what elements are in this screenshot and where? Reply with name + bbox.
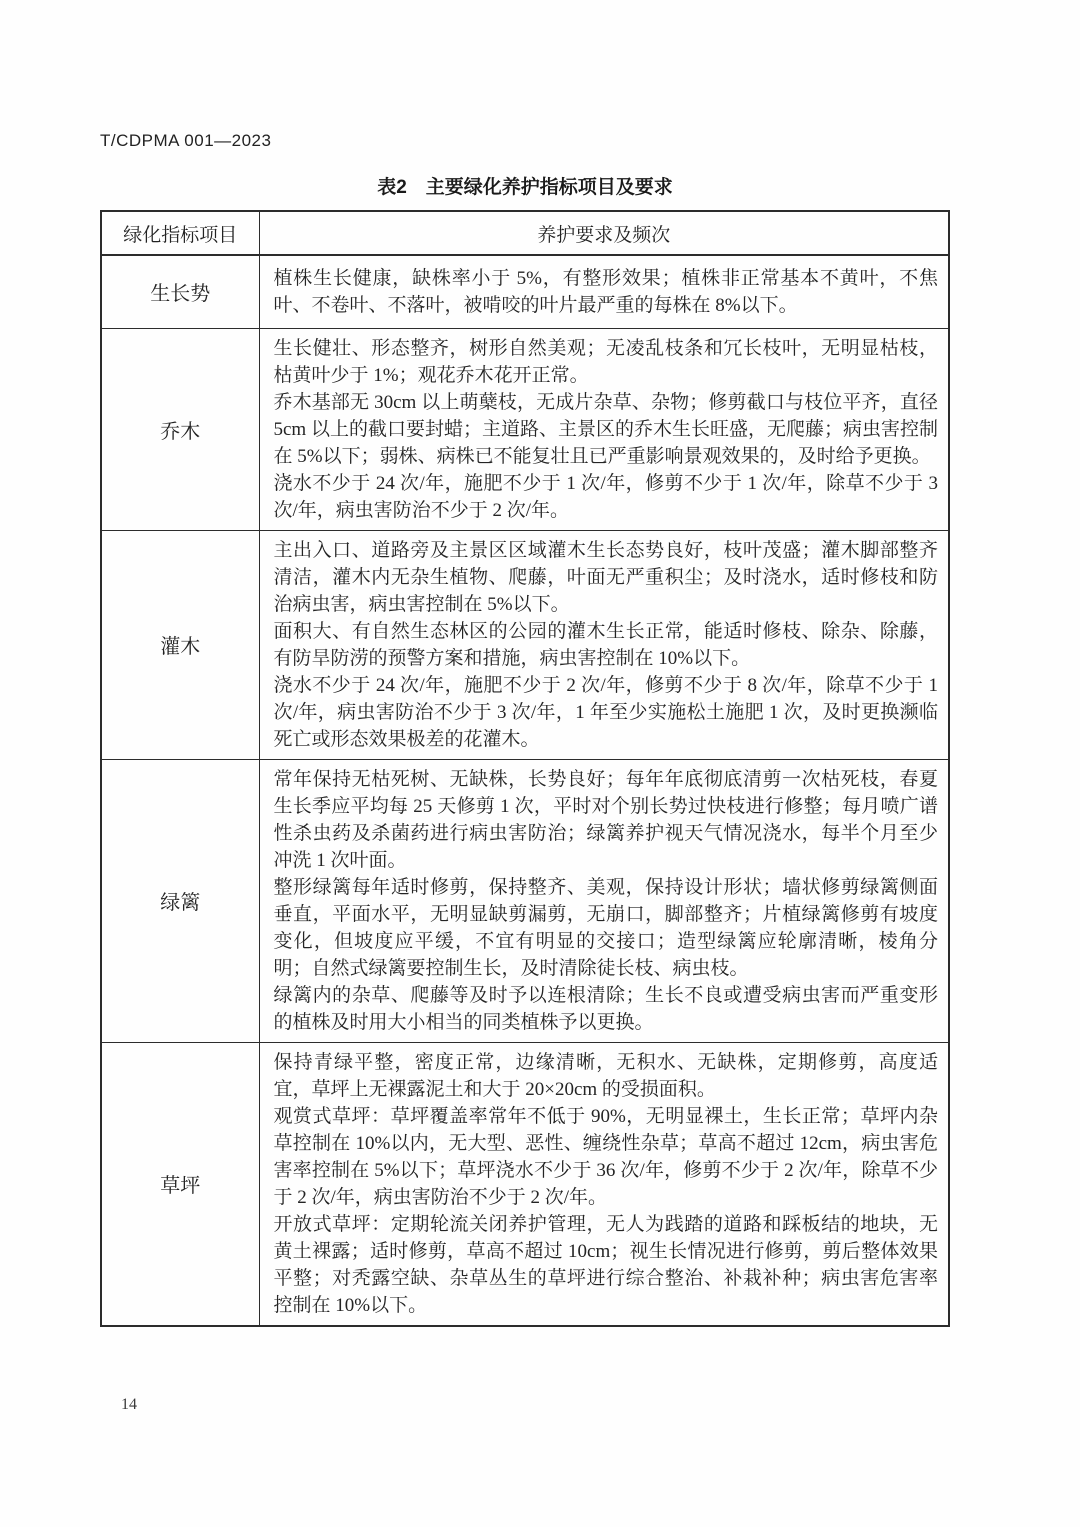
indicator-label: 生长势: [101, 255, 259, 328]
maintenance-spec-table: [100, 210, 950, 1327]
table-caption: 表2 主要绿化养护指标项目及要求: [377, 177, 673, 198]
indicator-label: 绿篱: [101, 759, 259, 1042]
requirement-paragraph: 乔木基部无 30cm 以上萌蘖枝，无成片杂草、杂物；修剪截口与枝位平齐，直径 5cm 以上的截口要封蜡；主道路、主景区的乔木生长旺盛，无爬藤；病虫害控制在 5%以下；弱株、病株已不能复壮且已严重影响景观效果的，及时给予更换。: [273, 391, 938, 467]
table-row-hedges: [101, 759, 949, 1042]
requirement-paragraph: 浇水不少于 24 次/年，施肥不少于 2 次/年，修剪不少于 8 次/年，除草不少于 1 次/年，病虫害防治不少于 3 次/年，1 年至少实施松土施肥 1 次，及时更换濒临死亡或形态效果极差的花灌木。: [273, 674, 938, 750]
indicator-label: 灌木: [101, 530, 259, 759]
requirement-cell: [259, 1042, 949, 1326]
requirement-paragraph: 浇水不少于 24 次/年，施肥不少于 1 次/年，修剪不少于 1 次/年，除草不少于 3 次/年，病虫害防治不少于 2 次/年。: [273, 472, 938, 521]
requirement-paragraph: 观赏式草坪：草坪覆盖率常年不低于 90%，无明显裸土，生长正常；草坪内杂草控制在 10%以内，无大型、恶性、缠绕性杂草；草高不超过 12cm，病虫害危害率控制在 5%以下；草坪浇水不少于 36 次/年，修剪不少于 2 次/年，除草不少于 2 次/年，病虫害防治不少于 2 次/年。: [273, 1105, 938, 1208]
table-row-lawn: [101, 1042, 949, 1326]
table-row-growth-vigor: [101, 255, 949, 328]
header-requirement: 养护要求及频次: [259, 211, 949, 255]
table-row-shrubs: [101, 530, 949, 759]
requirement-paragraph: 植株生长健康，缺株率小于 5%，有整形效果；植株非正常基本不黄叶，不焦叶、不卷叶、不落叶，被啃咬的叶片最严重的每株在 8%以下。: [273, 267, 938, 316]
header-indicator-item: 绿化指标项目: [101, 211, 259, 255]
requirement-paragraph: 常年保持无枯死树、无缺株，长势良好；每年年底彻底清剪一次枯死枝，春夏生长季应平均每 25 天修剪 1 次，平时对个别长势过快枝进行修整；每月喷广谱性杀虫药及杀菌药进行病虫害防治；绿篱养护视天气情况浇水，每半个月至少冲洗 1 次叶面。: [273, 768, 938, 871]
requirement-paragraph: 面积大、有自然生态林区的公园的灌木生长正常，能适时修枝、除杂、除藤，有防旱防涝的预警方案和措施，病虫害控制在 10%以下。: [273, 620, 938, 669]
requirement-paragraph: 绿篱内的杂草、爬藤等及时予以连根清除；生长不良或遭受病虫害而严重变形的植株及时用大小相当的同类植株予以更换。: [273, 984, 938, 1033]
requirement-cell: [259, 255, 949, 328]
requirement-paragraph: 生长健壮、形态整齐，树形自然美观；无凌乱枝条和冗长枝叶，无明显枯枝，枯黄叶少于 1%；观花乔木花开正常。: [273, 337, 938, 386]
requirement-cell: [259, 759, 949, 1042]
requirement-paragraph: 主出入口、道路旁及主景区区域灌木生长态势良好，枝叶茂盛；灌木脚部整齐清洁，灌木内无杂生植物、爬藤，叶面无严重积尘；及时浇水，适时修枝和防治病虫害，病虫害控制在 5%以下。: [273, 539, 938, 615]
indicator-label: 草坪: [101, 1042, 259, 1326]
requirement-paragraph: 保持青绿平整，密度正常，边缘清晰，无积水、无缺株，定期修剪，高度适宜，草坪上无裸露泥土和大于 20×20cm 的受损面积。: [273, 1051, 938, 1100]
standard-number: T/CDPMA 001—2023: [100, 131, 272, 150]
requirement-cell: [259, 530, 949, 759]
indicator-label: 乔木: [101, 328, 259, 530]
requirement-paragraph: 整形绿篱每年适时修剪，保持整齐、美观，保持设计形状；墙状修剪绿篱侧面垂直，平面水平，无明显缺剪漏剪，无崩口，脚部整齐；片植绿篱修剪有坡度变化，但坡度应平缓，不宜有明显的交接口；造型绿篱应轮廓清晰，棱角分明；自然式绿篱要控制生长，及时清除徒长枝、病虫枝。: [273, 876, 938, 979]
requirement-paragraph: 开放式草坪：定期轮流关闭养护管理，无人为践踏的道路和踩板结的地块，无黄土裸露；适时修剪，草高不超过 10cm；视生长情况进行修剪，剪后整体效果平整；对秃露空缺、杂草丛生的草坪进行综合整治、补栽补种；病虫害危害率控制在 10%以下。: [273, 1213, 938, 1316]
table-row-trees: [101, 328, 949, 530]
requirement-cell: [259, 328, 949, 530]
table-header-row: [101, 211, 949, 255]
page-number: 14: [121, 1396, 137, 1413]
